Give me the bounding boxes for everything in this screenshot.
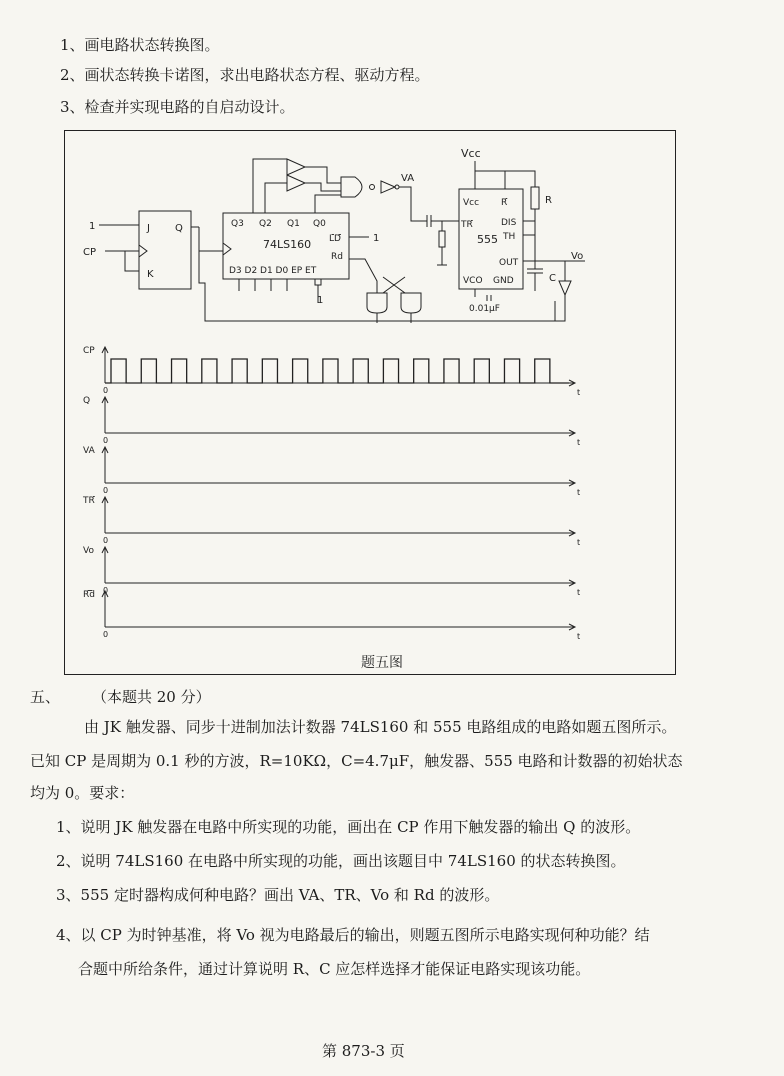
timer-vco: VCO [463, 276, 483, 286]
cp-input-label: CP [83, 247, 97, 258]
ld-value: 1 [373, 233, 380, 244]
sub-question-2: 2、说明 74LS160 在电路中所实现的功能，画出该题目中 74LS160 的状态转换图。 [56, 852, 626, 870]
va-label: VA [401, 173, 415, 184]
jk-input-one: 1 [89, 221, 96, 232]
vcc-top-label: Vcc [461, 147, 481, 160]
section-number: 五、 [30, 688, 61, 706]
timer-name: 555 [477, 233, 498, 246]
timer-vcc: Vcc [463, 198, 480, 208]
circuit-and-timing-diagram [65, 131, 677, 676]
page-footer: 第 873-3 页 [322, 1042, 405, 1060]
timer-r: R [501, 198, 508, 208]
section-para-2: 已知 CP 是周期为 0.1 秒的方波，R=10KΩ，C=4.7μF，触发器、555 电路和计数器的初始状态 [30, 752, 683, 770]
sub-question-3: 3、555 定时器构成何种电路？画出 VA、TR、Vo 和 Rd 的波形。 [56, 886, 500, 904]
timer-gnd: GND [493, 276, 514, 286]
section-para-1: 由 JK 触发器、同步十进制加法计数器 74LS160 和 555 电路组成的电路如题五图所示。 [84, 718, 677, 736]
timing-zero-label-4: 0 [103, 586, 109, 595]
timing-zero-label-3: 0 [103, 536, 109, 545]
cap-value: 0.01μF [469, 304, 500, 314]
timing-t-label-0: t [577, 388, 581, 397]
timer-dis: DIS [501, 218, 517, 228]
timing-row-label-0: CP [83, 346, 95, 356]
timing-row-label-3: TR [83, 496, 95, 506]
jk-j-label: J [147, 223, 150, 234]
counter-d-inputs: D3 D2 D1 D0 EP ET [229, 266, 317, 276]
timer-th: TH [503, 232, 516, 242]
timing-diagram [82, 346, 580, 641]
timing-zero-label-2: 0 [103, 486, 109, 495]
jk-k-label: K [147, 269, 154, 280]
counter-rd: Rd [331, 252, 343, 262]
vo-label: Vo [571, 251, 584, 262]
resistor-r [531, 187, 539, 209]
buffer-gate-2 [287, 175, 305, 191]
timing-row-label-2: VA [83, 446, 95, 456]
cp-waveform [105, 359, 569, 383]
counter-name: 74LS160 [263, 238, 312, 251]
timing-zero-label-1: 0 [103, 436, 109, 445]
timing-row-label-4: Vo [83, 546, 94, 556]
jk-q-label: Q [175, 223, 183, 234]
figure-5 [64, 130, 676, 675]
question-2: 2、画状态转换卡诺图，求出电路状态方程、驱动方程。 [60, 66, 430, 84]
timing-row-label-5: Rd [83, 590, 95, 600]
timer-out: OUT [499, 258, 519, 268]
question-1: 1、画电路状态转换图。 [60, 36, 220, 54]
sub-question-1: 1、说明 JK 触发器在电路中所实现的功能，画出在 CP 作用下触发器的输出 Q 的波形。 [56, 818, 641, 836]
buffer-gate [287, 159, 305, 175]
counter-q0: Q0 [313, 219, 326, 229]
timing-row-label-1: Q [83, 396, 91, 406]
counter-q2: Q2 [259, 219, 272, 229]
nand-gate-2 [401, 293, 421, 313]
timing-t-label-1: t [577, 438, 581, 447]
sub-question-4-line-1: 4、以 CP 为时钟基准，将 Vo 视为电路最后的输出，则题五图所示电路实现何种功能？结 [56, 926, 650, 944]
section-points: （本题共 20 分） [92, 688, 211, 706]
timing-zero-label-5: 0 [103, 630, 109, 639]
capacitor-label: C [549, 273, 556, 284]
timing-t-label-4: t [577, 588, 581, 597]
timer-tr: TR [461, 220, 473, 230]
timing-t-label-3: t [577, 538, 581, 547]
sub-question-4-line-2: 合题中所给条件，通过计算说明 R、C 应怎样选择才能保证电路实现该功能。 [78, 960, 591, 978]
and-gate [341, 177, 362, 197]
section-para-3: 均为 0。要求： [30, 784, 135, 802]
resistor-label: R [545, 195, 552, 206]
question-3: 3、检查并实现电路的自启动设计。 [60, 98, 295, 116]
timing-t-label-2: t [577, 488, 581, 497]
ep-value: 1 [317, 295, 324, 306]
inverter-gate [381, 181, 395, 193]
figure-caption: 题五图 [361, 655, 403, 671]
output-buffer [559, 281, 571, 295]
counter-ld: LD [329, 234, 341, 244]
nand-gate-1 [367, 293, 387, 313]
timing-zero-label-0: 0 [103, 386, 109, 395]
counter-q3: Q3 [231, 219, 244, 229]
timing-t-label-5: t [577, 632, 581, 641]
counter-q1: Q1 [287, 219, 300, 229]
